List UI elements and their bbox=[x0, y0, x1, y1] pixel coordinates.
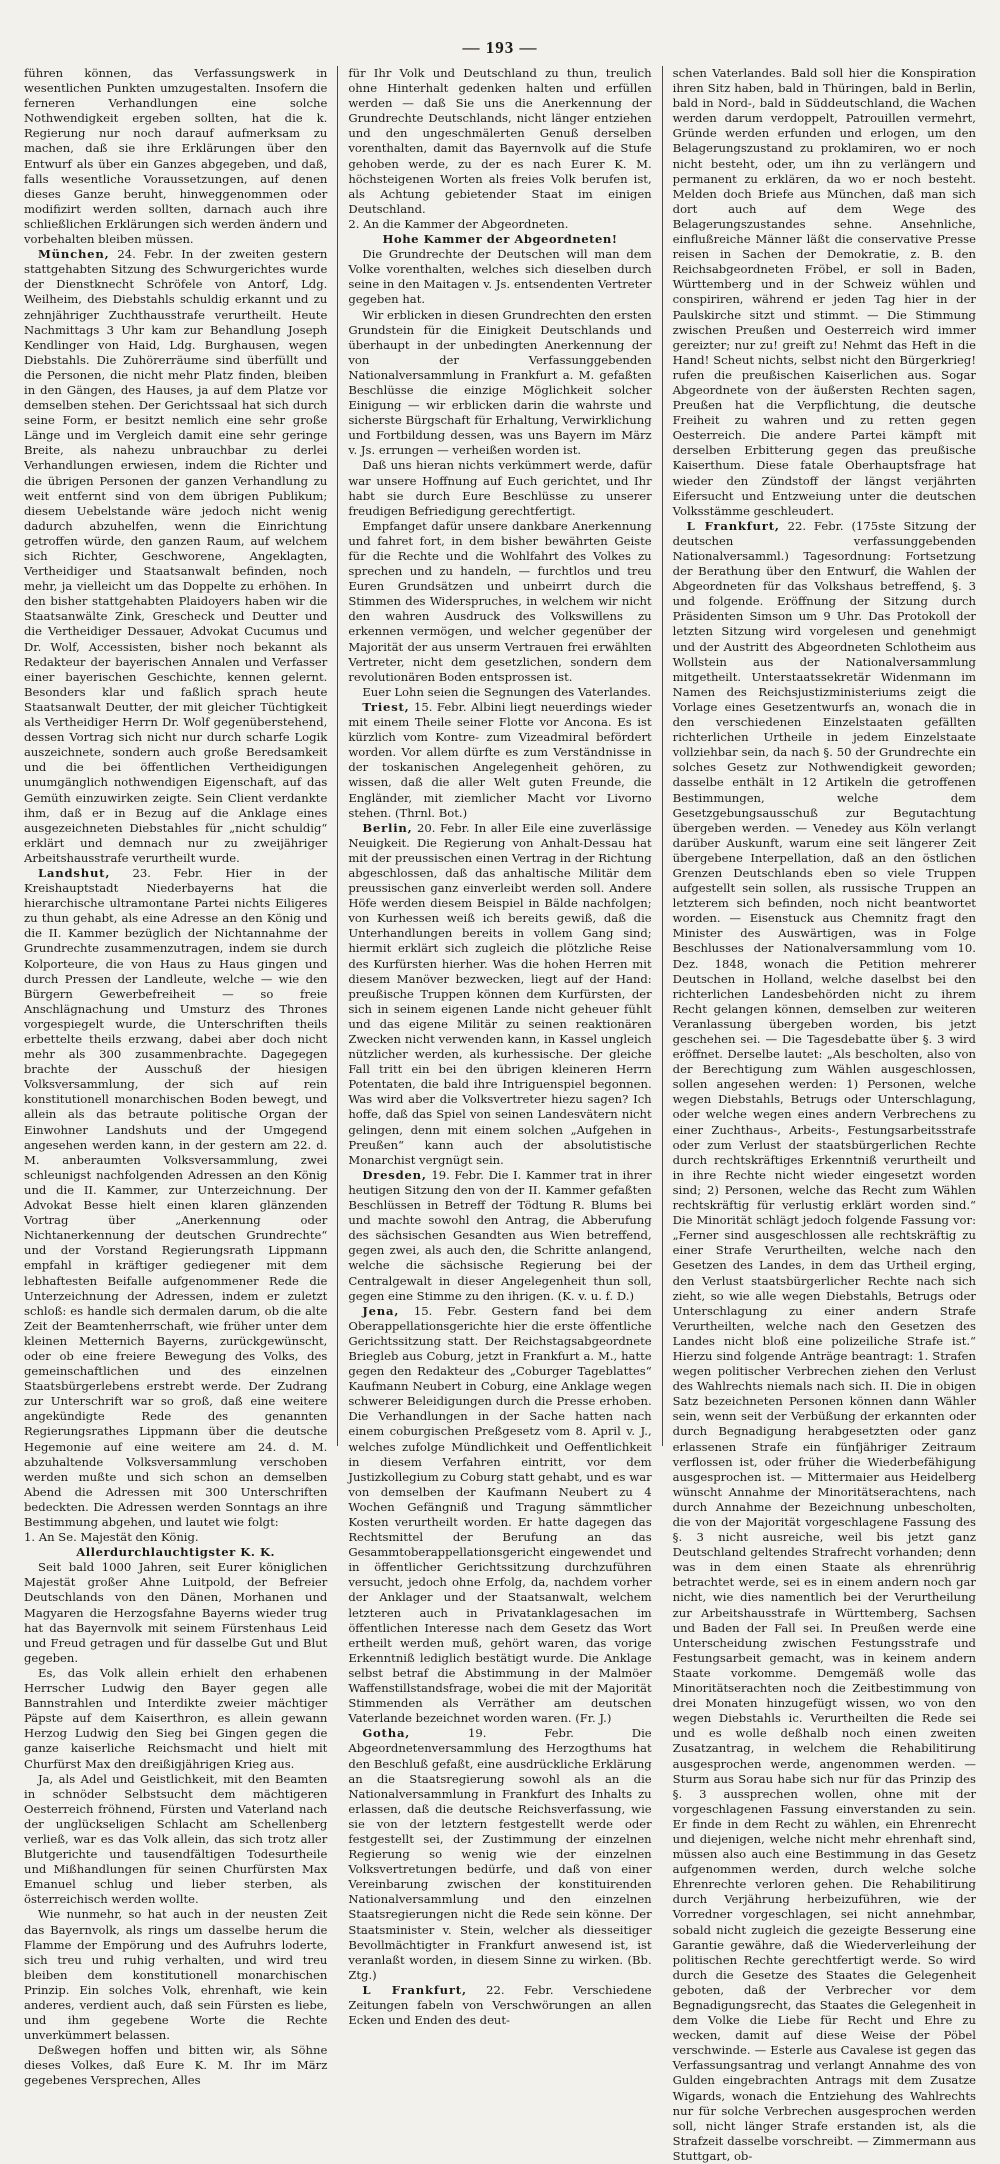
paragraph: für Ihr Volk und Deutschland zu thun, treulich ohne Hinterhalt gedenken halten und erfüllen werden — daß Sie uns die Anerkennung der Grundrechte Deutschlands, nicht länger entziehen und den ungeschmälerten Genuß derselben vorenthalten, damit das Bayernvolk auf die Stufe gehoben werde, zu der es nach Eurer K. M. höchsteigenen Worten als freies Volk berufen ist, als Achtung gebietender Staat im einigen Deutschland. bbox=[348, 66, 652, 216]
news-item-text: 19. Febr. Die Abgeordnetenversammlung des Herzogthums hat den Beschluß gefaßt, eine ausdrückliche Erklärung an die Staatsregierung sowohl als an die Nationalversammlung in Frankfurt des Inhalts zu erlassen, daß die deutsche Reichsverfassung, wie sie von der letztern festgestellt werde oder festgestellt sei, der Zustimmung der einzelnen Regierung so wenig wie der einzelnen Volksvertretungen bedürfe, und daß von einer Vereinbarung zwischen der konstituirenden Nationalversammlung und den einzelnen Staatsregierungen nicht die Rede sein könne. Der Staatsminister v. Stein, welcher als diesseitiger Bevollmächtigter in Frankfurt anwesend ist, ist veranlaßt worden, in diesem Sinne zu wirken. (Bb. Ztg.) bbox=[348, 1726, 652, 1982]
section-heading: Allerdurchlauchtigster K. K. bbox=[76, 1545, 276, 1560]
news-item bbox=[24, 247, 327, 866]
news-item bbox=[348, 1983, 651, 2028]
dateline-place: L Frankfurt, bbox=[686, 518, 780, 533]
news-item-text: 19. Febr. Die I. Kammer trat in ihrer heutigen Sitzung den von der II. Kammer gefaßten Beschlüssen in Betreff der Tödtung R. Blums bei und machte sowohl den Antrag, die Abberufung des sächsischen Gesandten aus Wien betreffend, gegen zwei, als auch den, die Schritte anlangend, welche die sächsische Regierung bei der Centralgewalt in dieser Angelegenheit thun soll, gegen eine Stimme zu den ihrigen. (K. v. u. f. D.) bbox=[348, 1167, 652, 1303]
dateline-place: L Frankfurt, bbox=[362, 1982, 467, 1997]
dateline-place: Berlin, bbox=[362, 820, 413, 835]
column-divider bbox=[337, 66, 338, 1446]
paragraph: 1. An Se. Majestät den König. bbox=[24, 1530, 199, 1545]
news-item-text: 15. Febr. Gestern fand bei dem Oberappellationsgerichte hier die erste öffentliche Gerichtssitzung statt. Der Reichstagsabgeordnete Briegleb aus Coburg, jetzt in Frankfurt a. M., hatte gegen den Redakteur des „Coburger Tageblattes“ Kaufmann Neubert in Coburg, eine Anklage wegen schwerer Beleidigungen durch die Presse erhoben. Die Verhandlungen in der Sache hatten nach einem coburgischen Preßgesetz vom 8. April v. J., welches zufolge Mündlichkeit und Oeffentlichkeit in diesem Verfahren eintritt, vor dem Justizkollegium zu Coburg statt gehabt, und es war von demselben der Kaufmann Neubert zu 4 Wochen Gefängniß und Tragung sämmtlicher Kosten verurtheilt worden. Er hatte dagegen das Rechtsmittel der Berufung an das Gesammtoberappellationsgericht eingewendet und in öffentlicher Gerichtssitzung durchzuführen versucht, jedoch ohne Erfolg, da, nachdem vorher der Anklager und der Staatsanwalt, welchem letzteren auch in Privatanklagesachen im öffentlichen Interesse nach dem Gesetz das Wort ertheilt werden muß, gehört waren, das vorige Erkenntniß lediglich bestätigt wurde. Die Anklage selbst betraf die Abstimmung in der Malmöer Waffenstillstandsfrage, wobei die mit der Majorität Stimmenden als Verräther am deutschen Vaterlande bezeichnet worden waren. (Fr. J.) bbox=[348, 1303, 652, 1726]
section-heading: Hohe Kammer der Abgeordneten! bbox=[382, 232, 618, 247]
column-left bbox=[24, 66, 328, 2088]
paragraph: Deßwegen hoffen und bitten wir, als Söhne dieses Volkes, daß Eure K. M. Ihr im März gegebenes Versprechen, Alles bbox=[24, 2043, 328, 2088]
paragraph: Wie nunmehr, so hat auch in der neusten Zeit das Bayernvolk, als rings um dasselbe herum die Flamme der Empörung und des Aufruhrs loderte, sich treu und ruhig verhalten, und wird treu bleiben dem konstitutionell monarchischen Prinzip. Ein solches Volk, ehrenhaft, wie kein anderes, verdient auch, daß sein Fürsten es liebe, und ihm gegebene Worte die Rechte unverkümmert belassen. bbox=[24, 1907, 328, 2043]
dateline-place: Gotha, bbox=[362, 1726, 411, 1741]
paragraph: Daß uns hieran nichts verkümmert werde, dafür war unsere Hoffnung auf Euch gerichtet, und Ihr habt sie durch Eure Beschlüsse zu unserer freudigen Befriedigung gerechtfertigt. bbox=[348, 458, 652, 518]
dateline-place: Dresden, bbox=[362, 1167, 427, 1182]
news-item bbox=[348, 1726, 651, 1983]
news-item-text: 15. Febr. Albini liegt neuerdings wieder mit einem Theile seiner Flotte vor Ancona. Es ist kürzlich vom Kontre- zum Vizeadmiral befördert worden. Vor allem dürfte es zum Verständnisse in der toskanischen Angelegenheit gehören, zu wissen, daß die aller Welt guten Freunde, die Engländer, mit ziemlicher Macht vor Livorno stehen. (Thrnl. Bot.) bbox=[348, 699, 652, 820]
paragraph: schen Vaterlandes. Bald soll hier die Konspiration ihren Sitz haben, bald in Thüringen, bald in Berlin, bald in Nord-, bald in Süddeutschland, die Wachen werden darum verdoppelt, Patrouillen vermehrt, Gründe werden erfunden und erlogen, um den Belagerungszustand zu proklamiren, wo er noch nicht besteht, oder, um ihn zu verlängern und permanent zu erklären, da wo er noch besteht. Melden doch Briefe aus München, daß man sich dort auch auf dem Wege des Belagerungszustandes sehne. Ansehnliche, einflußreiche Männer läßt die conservative Presse reisen in Sachen der Demokratie, z. B. den Reichsabgeordneten Fröbel, er soll in Baden, Württemberg und in der Schweiz wühlen und conspiriren, während er jeden Tag hier in der Paulskirche sitzt und stimmt. — Die Stimmung zwischen Preußen und Oesterreich wird immer gereizter; nur zu! greift zu! Nehmt das Heft in die Hand! Scheut nichts, selbst nicht den Bürgerkrieg! rufen die preußischen Kaiserlichen aus. Sogar Abgeordnete von der äußersten Rechten sagen, Preußen hat die Verpflichtung, die deutsche Freiheit zu wahren und zu retten gegen Oesterreich. Die andere Partei kämpft mit derselben Erbitterung gegen das preußische Kaiserthum. Diese fatale Oberhauptsfrage hat wieder den Zündstoff der längst verjährten Eifersucht und Entzweiung unter die deutschen Volksstämme geschleudert. bbox=[672, 66, 976, 518]
news-item-text: 22. Febr. (175ste Sitzung der deutschen verfassunggebenden Nationalversamml.) Tagesordnung: Fortsetzung der Berathung über den Entwurf, die Wahlen der Abgeordneten für das Volkshaus betreffend, §. 3 und folgende. Eröffnung der Sitzung durch Präsidenten Simson um 9 Uhr. Das Protokoll der letzten Sitzung wird vorgelesen und genehmigt und der Austritt des Abgeordneten Schlotheim aus Wollstein aus der Nationalversammlung mitgetheilt. Unterstaatssekretär Widenmann im Namen des Reichsjustizministeriums zeigt die Vorlage eines Gesetzentwurfs an, wonach die in den verschiedenen Einzelstaaten gefällten richterlichen Urtheile in jedem Einzelstaate vollziehbar sein, da nach §. 50 der Grundrechte ein solches Gesetz zur Nothwendigkeit geworden; dasselbe enthält in 12 Artikeln die getroffenen Bestimmungen, welche dem Gesetzgebungsausschuß zur Begutachtung übergeben werden. — Venedey aus Köln verlangt darüber Auskunft, warum eine seit längerer Zeit übergebene Interpellation, daß an den östlichen Grenzen Deutschlands eben so viele Truppen aufgestellt sein sollen, als russische Truppen an letzterem sich befinden, noch nicht beantwortet worden. — Eisenstuck aus Chemnitz fragt den Minister des Auswärtigen, was in Folge Beschlusses der Nationalversammlung vom 10. Dez. 1848, wonach die Petition mehrerer Deutschen in Holland, welche daselbst bei den richterlichen Landesbehörden nicht zu ihrem Recht gelangen können, demselben zur weiteren Veranlassung übergeben worden, bis jetzt geschehen sei. — Die Tagesdebatte über §. 3 wird eröffnet. Derselbe lautet: „Als bescholten, also von der Berechtigung zum Wählen ausgeschlossen, sollen angesehen werden: 1) Personen, welche wegen Diebstahls, Betrugs oder Unterschlagung, oder welche wegen eines andern Verbrechens zu einer Zuchthaus-, Arbeits-, Festungsarbeitsstrafe oder zum Verlust der staatsbürgerlichen Rechte durch rechtskräftiges Erkenntniß verurtheilt und in ihre Rechte nicht wieder eingesetzt worden sind; 2) Personen, welche das Recht zum Wählen rechtskräftig für verlustig erklärt worden sind.“ Die Minorität schlägt jedoch folgende Fassung vor: „Ferner sind ausgeschlossen alle rechtskräftig zu einer Strafe Verurtheilten, welche nach den Gesetzen des Landes, in dem das Urtheil erging, den Verlust staatsbürgerlicher Rechte nach sich zieht, so wie alle wegen Diebstahls, Betrugs oder Unterschlagung zu einer andern Strafe Verurtheilten, welche nach den Gesetzen des Landes nicht bloß eine polizeiliche Strafe ist.“ Hierzu sind folgende Anträge beantragt: 1. Strafen wegen politischer Verbrechen ziehen den Verlust des Wahlrechts niemals nach sich. II. Die in obigen Satz bezeichneten Personen können dann Wähler sein, wenn seit der Verbüßung der erkannten oder durch Begnadigung herabgesetzten oder ganz erlassenen Strafe ein fünfjähriger Zeitraum verflossen ist, oder früher die Wiederbefähigung ausgesprochen ist. — Mittermaier aus Heidelberg wünscht Annahme der Minoritätserachtens, nach durch Annahme der Bezeichnung unbescholten, die von der Majorität vorgeschlagene Fassung des §. 3 nicht ausreiche, weil bis jetzt ganz Deutschland geltendes Strafrecht vorhanden; denn was in dem einen Staate als ehrenrührig betrachtet werde, sei es in einem andern noch gar nicht, wie dies namentlich bei der Verurtheilung zur Arbeitshausstrafe in Württemberg, Sachsen und Baden der Fall sei. In Preußen werde eine Unterscheidung zwischen Festungsstrafe und Festungsarbeit gemacht, was in keinem andern Staate vorkomme. Demgemäß wolle das Minoritätserachten noch die Zeitbestimmung von drei Monaten hinzugefügt wissen, wo von den wegen Diebstahls ic. Verurtheilten die Rede sei und es wolle deßhalb noch einen zweiten Zusatzantrag, in welchem die Rehabilitirung ausgesprochen werde, angenommen werden. — Sturm aus Sorau habe sich nur für das Prinzip des §. 3 aussprechen wollen, ohne mit der vorgeschlagenen Fassung einverstanden zu sein. Er finde in dem Recht zu wählen, ein Ehrenrecht und diejenigen, welche nicht mehr ehrenhaft sind, müssen also auch eine Bestimmung in das Gesetz aufgenommen werden, durch welche solche Ehrenrechte verloren gehen. Die Rehabilitirung durch Verjährung herbeizuführen, wie der Vorredner vorgeschlagen, sei nicht annehmbar, sobald nicht zugleich die gezeigte Besserung eine Garantie gewähre, daß die Wiederverleihung der politischen Rechte gerechtfertigt werde. So wird durch die Gesetze des Staates die Gelegenheit geboten, daß der Verbrecher vor dem Begnadigungsrecht, das Staates die Gelegenheit in dem Volke die Liebe für Recht und Ehre zu wecken, damit auf diese Weise der Pöbel verschwinde. — Esterle aus Cavalese ist gegen das Verfassungsantrag und verlangt Annahme des von Gulden eingebrachten Antrags mit dem Zusatze Wigards, wonach die Entziehung des Wahlrechts nur für solche Verbrechen ausgesprochen werden soll, nicht länger Strafe erstanden ist, als die Strafzeit dasselbe vorschreibt. — Zimmermann aus Stuttgart, ob- bbox=[672, 518, 976, 2163]
dateline-place: München, bbox=[38, 247, 110, 262]
paragraph: 2. An die Kammer der Abgeordneten. bbox=[348, 216, 569, 231]
news-item-text: 23. Febr. Hier in der Kreishauptstadt Niederbayerns hat die hierarchische ultramontane Partei nichts Eiligeres zu thun gehabt, als eine Adresse an den König und die II. Kammer bezüglich der Nichtannahme der Grundrechte zusammenzutragen, indem sie durch Kolporteure, die von Haus zu Haus gingen und durch Pressen der Landleute, welche — wie den Bürgern Gewerbefreiheit — so freie Anschlägnachung und Umsturz des Thrones vorgespiegelt wurde, die Unterschriften theils erbettelte theils erzwang, dabei aber doch nicht mehr als 300 zusammenbrachte. Dagegegen brachte der Ausschuß der hiesigen Volksversammlung, der sich auf rein konstitutionell monarchischen Boden bewegt, und allein als das betraute politische Organ der Einwohner Landshuts und der Umgegend angesehen werden kann, in der gestern am 22. d. M. anberaumten Volksversammlung, zwei schleunigst nachfolgenden Adressen an den König und die II. Kammer, zur Unterzeichnung. Der Advokat Besse hielt einen klaren glänzenden Vortrag über „Anerkennung oder Nichtanerkennung der deutschen Grundrechte“ und der Vorstand Regierungsrath Lippmann empfahl in kräftiger gediegener mit dem lebhaftesten Beifalle aufgenommener Rede die Unterzeichnung der Adressen, indem er zuletzt schloß: es handle sich dermalen darum, ob die alte Zeit der Beamtenherrschaft, wie früher unter dem kleinen Metternich Bayerns, zurückgewünscht, oder ob eine freiere Bewegung des Volks, des gemeinschaftlichen und des einzelnen Staatsbürgerlebens erstrebt werde. Der Zudrang zur Unterschrift war so groß, daß eine weitere angekündigte Rede des genannten Regierungsrathes Lippmann über die deutsche Hegemonie auf eine weitere am 24. d. M. abzuhaltende Volksversammlung verschoben werden mußte und sich schon an demselben Abend die Adressen mit 300 Unterschriften bedeckten. Die Adressen werden Sonntags an ihre Bestimmung abgehen, und lautet wie folgt: bbox=[24, 865, 328, 1529]
news-item bbox=[348, 1168, 651, 1304]
paragraph: führen können, das Verfassungswerk in wesentlichen Punkten umzugestalten. Insofern die ferneren Verhandlungen eine solche Nothwendigkeit ergeben sollten, hat die k. Regierung nur noch darauf aufmerksam zu machen, daß sie ihre Erklärungen über den Entwurf als über ein Ganzes abgegeben, und daß, falls wesentliche Voraussetzungen, auf denen dieses Ganze beruht, hinweggenommen oder modifizirt werden sollten, darnach auch ihre schließlichen Erklärungen sich werden ändern und vorbehalten bleiben müssen. bbox=[24, 66, 328, 247]
paragraph: Die Grundrechte der Deutschen will man dem Volke vorenthalten, welches sich dieselben durch seine in den Maitagen v. Js. entsendenten Vertreter gegeben hat. bbox=[348, 247, 652, 307]
news-item-text: 22. Febr. Verschiedene Zeitungen fabeln von Verschwörungen an allen Ecken und Enden des deut- bbox=[348, 1982, 652, 2028]
news-item bbox=[348, 821, 651, 1168]
paragraph: Euer Lohn seien die Segnungen des Vaterlandes. bbox=[362, 684, 652, 699]
paragraph: Es, das Volk allein erhielt den erhabenen Herrscher Ludwig den Bayer gegen alle Bannstrahlen und Interdikte zweier mächtiger Päpste auf dem Kaiserthron, es allein gewann Herzog Ludwig den Sieg bei Gingen gegen die ganze kaiserliche Reichsmacht und hielt mit Churfürst Max den dreißigjährigen Krieg aus. bbox=[24, 1665, 328, 1771]
news-item bbox=[673, 519, 976, 2164]
dateline-place: Landshut, bbox=[38, 865, 111, 880]
paragraph: Seit bald 1000 Jahren, seit Eurer königlichen Majestät großer Ahne Luitpold, der Befreier Deutschlands von den Dänen, Morhanen und Magyaren die Herzogsfahne Bayerns wieder trug hat das Bayernvolk mit seinem Fürstenhaus Leid und Freud getragen und für dasselbe Gut und Blut gegeben. bbox=[24, 1560, 328, 1665]
news-item bbox=[348, 700, 651, 821]
news-item bbox=[24, 866, 327, 1530]
paragraph: Ja, als Adel und Geistlichkeit, mit den Beamten in schnöder Selbstsucht dem mächtigeren Oesterreich fröhnend, Fürsten und Vaterland nach der unglückseligen Schlacht am Schellenberg verließ, war es das Volk allein, das sich trotz aller Blutgerichte und tausendfältigen Todesurtheile und Mißhandlungen für seinen Churfürsten Max Emanuel schlug und lieber sterben, als österreichisch werden wollte. bbox=[24, 1771, 328, 1907]
column-right bbox=[672, 66, 976, 2163]
column-middle bbox=[348, 66, 652, 2028]
news-item-text: 24. Febr. In der zweiten gestern stattgehabten Sitzung des Schwurgerichtes wurde der Dienstknecht Schröfele von Antorf, Ldg. Weilheim, des Diebstahls schuldig erkannt und zu zehnjähriger Zuchthausstrafe verurtheilt. Heute Nachmittags 3 Uhr kam zur Behandlung Joseph Kendlinger von Haid, Ldg. Burghausen, wegen Diebstahls. Die Zuhörerräume sind überfüllt und die Personen, die nicht mehr Platz finden, bleiben in den Gängen, des Hauses, ja auf dem Platze vor demselben stehen. Der Gerichtssaal hat sich durch seine Form, er besitzt nemlich eine sehr große Länge und im Vergleich damit eine sehr geringe Breite, als nahezu unbrauchbar zu derlei Verhandlungen erwiesen, indem die Richter und die übrigen Personen der ganzen Verhandlung zu weit entfernt sind von dem übrigen Publikum; diesem Uebelstande wäre jedoch nicht wenig dadurch abzuhelfen, wenn die Einrichtung getroffen würde, den ganzen Raum, auf welchem sich Richter, Geschworene, Angeklagten, Vertheidiger und Staatsanwalt befinden, noch mehr, ja vielleicht um das Doppelte zu erhöhen. In den bisher stattgehabten Plaidoyers haben wir die Staatsanwälte Zink, Grescheck und Deutter und die Vertheidiger Dessauer, Advokat Cucumus und Dr. Wolf, Accessisten, bisher noch bekannt als Redakteur der bayerischen Annalen und Verfasser einer bayerischen Geschichte, kennen gelernt. Besonders klar und faßlich sprach heute Staatsanwalt Deutter, der mit gleicher Tüchtigkeit als Vertheidiger Herrn Dr. Wolf gegenüberstehend, dessen Vortrag sich nicht nur durch scharfe Logik auszeichnete, sondern auch große Beredsamkeit und die bei öffentlichen Vertheidigungen unumgänglich nothwendigen Eigenschaft, auf das Gemüth einzuwirken zeigte. Sein Client verdankte ihm, daß er in Bezug auf die Anklage eines ausgezeichneten Diebstahles für „nicht schuldig“ erklärt und demnach nur zu zweijähriger Arbeitshausstrafe verurtheilt wurde. bbox=[24, 247, 328, 865]
dateline-place: Triest, bbox=[362, 699, 410, 714]
news-item bbox=[348, 1304, 651, 1727]
dateline-place: Jena, bbox=[362, 1303, 400, 1318]
column-divider bbox=[662, 66, 663, 1446]
text-columns bbox=[24, 66, 976, 2163]
paragraph: Wir erblicken in diesen Grundrechten den ersten Grundstein für die Einigkeit Deutschlands und überhaupt in der unbedingten Anerkennung der von der Verfassunggebenden Nationalversammlung in Frankfurt a. M. gefaßten Beschlüsse die einzige Möglichkeit solcher Einigung — wir erblicken darin die wahrste und sicherste Bürgschaft für Erhaltung, Verwirklichung und Fortbildung dessen, was uns Bayern im März v. Js. errungen — verheißen worden ist. bbox=[348, 307, 652, 458]
page-number: — 193 — bbox=[462, 38, 538, 57]
paragraph: Empfanget dafür unsere dankbare Anerkennung und fahret fort, in dem bisher bewährten Geiste für die Rechte und die Wohlfahrt des Volkes zu sprechen und zu handeln, — furchtlos und treu Euren Grundsätzen und unbeirrt durch die Stimmen des Widerspruches, in welchem wir nicht den wahren Ausdruck des Volkswillens zu erkennen vermögen, und welcher gegenüber der Majorität der aus unserm Vertrauen frei erwählten Vertreter, nicht dem gesetzlichen, sondern dem revolutionären Boden entsprossen ist. bbox=[348, 518, 652, 684]
news-item-text: 20. Febr. In aller Eile eine zuverlässige Neuigkeit. Die Regierung von Anhalt-Dessau hat mit der preussischen einen Vertrag in der Richtung abgeschlossen, daß das anhaltische Militär dem preussischen ganz einverleibt werden soll. Andere Höfe werden diesem Beispiel in Bälde nachfolgen; von Kurhessen weiß ich bereits gewiß, daß die Unterhandlungen bereits in vollem Gang sind; hiermit erklärt sich zugleich die plötzliche Reise des Kurfürsten hierher. Was die hohen Herren mit diesem Manöver bezwecken, liegt auf der Hand: preußische Truppen können dem Kurfürsten, der sich in seinem eigenen Lande nicht geheuer fühlt und das eigene Militär zu seinen reaktionären Zwecken nicht verwenden kann, in Kassel ungleich nützlicher werden, als kurhessische. Der gleiche Fall tritt ein bei den übrigen kleineren Herrn Potentaten, die bald ihre Intriguenspiel begonnen. Was wird aber die Volksvertreter hiezu sagen? Ich hoffe, daß das Spiel von seinen Landesvätern nicht gelingen, denn mit einem solchen „Aufgehen in Preußen“ kann auch der absolutistische Monarchist vergnügt sein. bbox=[348, 820, 652, 1167]
